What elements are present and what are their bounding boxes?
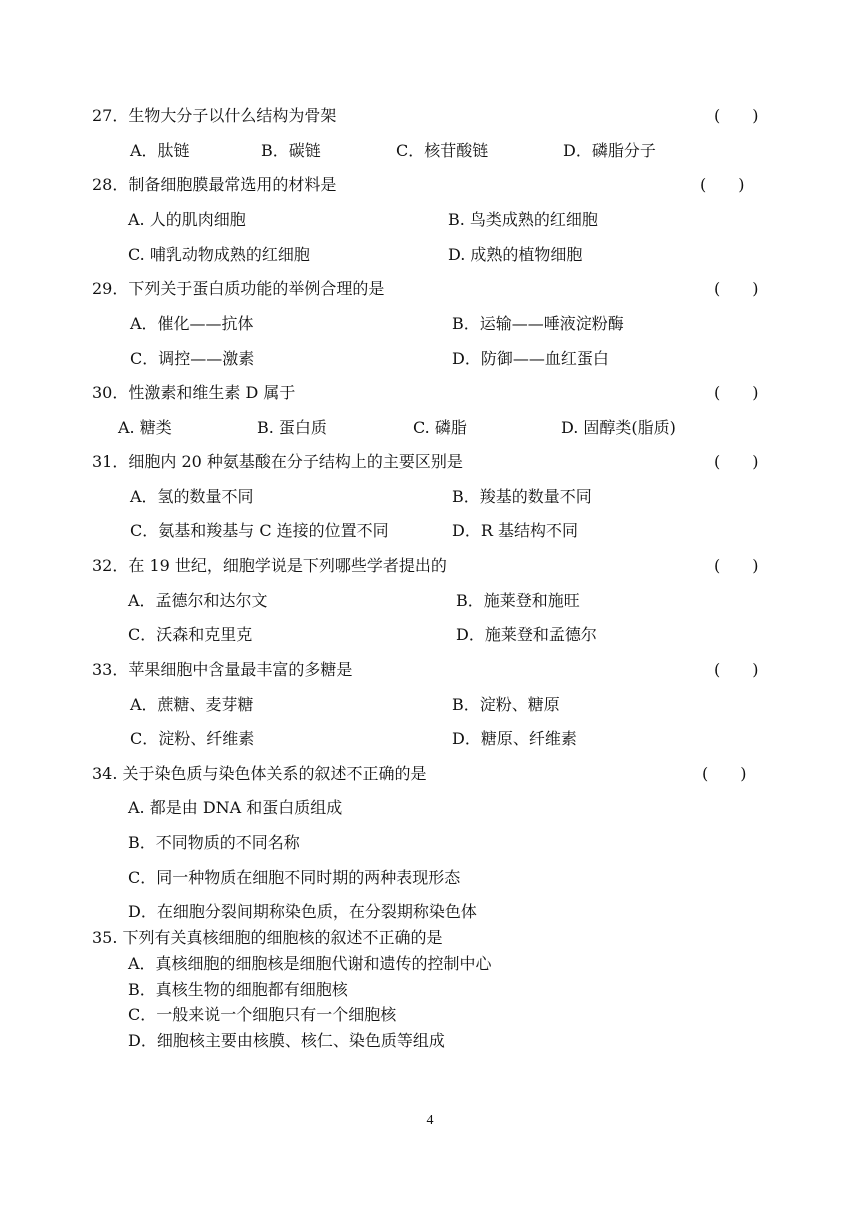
question-34-answer-blank[interactable]: ( ) xyxy=(702,764,747,783)
question-35-option-b: B．真核生物的细胞都有细胞核 xyxy=(128,980,348,999)
question-35-option-c: C．一般来说一个细胞只有一个细胞核 xyxy=(128,1005,397,1024)
question-29-option-d: D．防御——血红蛋白 xyxy=(452,349,609,368)
question-28-option-d: D. 成熟的植物细胞 xyxy=(448,245,583,264)
question-33-stem: 33．苹果细胞中含量最丰富的多糖是 xyxy=(92,660,353,679)
question-28-option-a: A. 人的肌肉细胞 xyxy=(128,210,246,229)
question-30-option-b: B. 蛋白质 xyxy=(257,418,327,437)
question-32-answer-blank[interactable]: ( ) xyxy=(714,556,759,575)
question-33-option-d: D．糖原、纤维素 xyxy=(452,729,577,748)
question-27-option-c: C．核苷酸链 xyxy=(396,141,489,160)
question-28-answer-blank[interactable]: ( ) xyxy=(700,175,745,194)
question-31-answer-blank[interactable]: ( ) xyxy=(714,452,759,471)
question-32-stem: 32．在 19 世纪，细胞学说是下列哪些学者提出的 xyxy=(92,556,447,575)
question-32-option-a: A．孟德尔和达尔文 xyxy=(128,591,268,610)
question-29-option-c: C．调控——激素 xyxy=(130,349,255,368)
question-34-option-b: B．不同物质的不同名称 xyxy=(128,833,300,852)
question-28-option-b: B. 鸟类成熟的红细胞 xyxy=(448,210,598,229)
question-33-option-a: A．蔗糖、麦芽糖 xyxy=(130,695,254,714)
question-30-option-c: C. 磷脂 xyxy=(413,418,467,437)
question-27-option-a: A．肽链 xyxy=(130,141,190,160)
question-30-option-a: A. 糖类 xyxy=(118,418,172,437)
question-31-option-b: B．羧基的数量不同 xyxy=(452,487,592,506)
question-29-option-a: A．催化——抗体 xyxy=(130,314,254,333)
question-29-answer-blank[interactable]: ( ) xyxy=(714,279,759,298)
question-34-stem: 34. 关于染色质与染色体关系的叙述不正确的是 xyxy=(92,764,427,783)
question-32-option-b: B．施莱登和施旺 xyxy=(456,591,580,610)
question-28-option-c: C. 哺乳动物成熟的红细胞 xyxy=(128,245,310,264)
question-31-option-c: C．氨基和羧基与 C 连接的位置不同 xyxy=(130,521,389,540)
question-33-option-c: C．淀粉、纤维素 xyxy=(130,729,255,748)
question-35-stem: 35. 下列有关真核细胞的细胞核的叙述不正确的是 xyxy=(92,928,443,947)
question-29-stem: 29．下列关于蛋白质功能的举例合理的是 xyxy=(92,279,385,298)
question-34-option-c: C．同一种物质在细胞不同时期的两种表现形态 xyxy=(128,868,461,887)
question-27-option-d: D．磷脂分子 xyxy=(563,141,656,160)
question-28-stem: 28．制备细胞膜最常选用的材料是 xyxy=(92,175,337,194)
question-30-answer-blank[interactable]: ( ) xyxy=(714,383,759,402)
question-34-option-d: D．在细胞分裂间期称染色质，在分裂期称染色体 xyxy=(128,902,477,921)
question-27-answer-blank[interactable]: ( ) xyxy=(714,106,759,125)
question-35-option-a: A．真核细胞的细胞核是细胞代谢和遗传的控制中心 xyxy=(128,954,492,973)
question-34-option-a: A. 都是由 DNA 和蛋白质组成 xyxy=(128,798,343,817)
question-27-option-b: B．碳链 xyxy=(261,141,321,160)
page-number: 4 xyxy=(426,1113,434,1128)
question-27-stem: 27．生物大分子以什么结构为骨架 xyxy=(92,106,337,125)
question-31-option-d: D．R 基结构不同 xyxy=(452,521,578,540)
question-30-option-d: D. 固醇类(脂质) xyxy=(561,418,676,437)
question-33-option-b: B．淀粉、糖原 xyxy=(452,695,560,714)
question-31-stem: 31．细胞内 20 种氨基酸在分子结构上的主要区别是 xyxy=(92,452,463,471)
question-32-option-c: C．沃森和克里克 xyxy=(128,625,253,644)
question-32-option-d: D．施莱登和孟德尔 xyxy=(456,625,597,644)
question-29-option-b: B．运输——唾液淀粉酶 xyxy=(452,314,624,333)
question-30-stem: 30．性激素和维生素 D 属于 xyxy=(92,383,296,402)
question-31-option-a: A．氢的数量不同 xyxy=(130,487,254,506)
question-35-option-d: D．细胞核主要由核膜、核仁、染色质等组成 xyxy=(128,1031,445,1050)
question-33-answer-blank[interactable]: ( ) xyxy=(714,660,759,679)
